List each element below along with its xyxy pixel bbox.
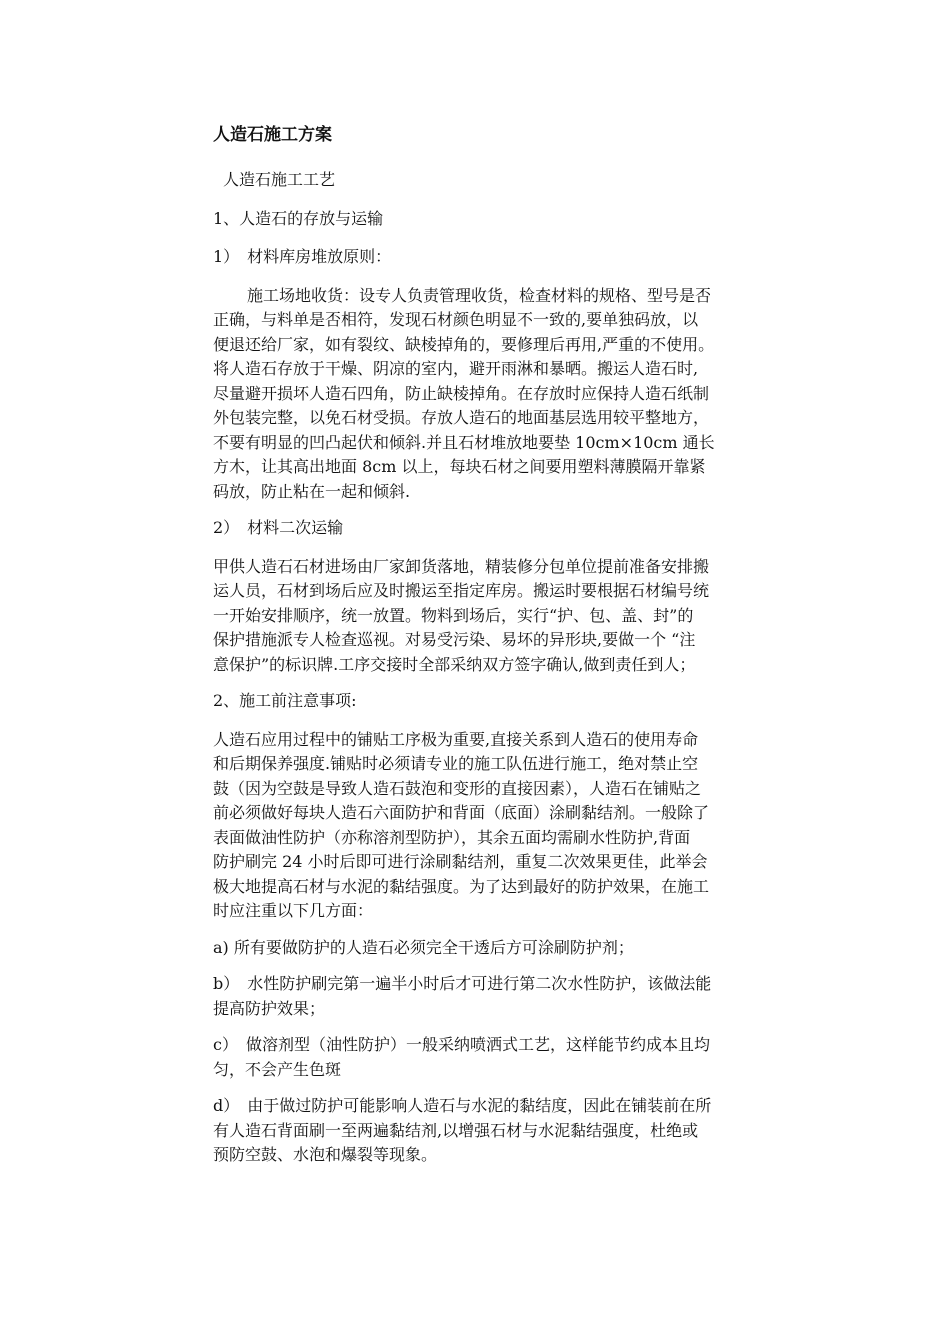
paragraph-line: 一开始安排顺序，统一放置。物料到场后，实行“护、包、盖、封”的 — [213, 605, 694, 625]
paragraph-line: 提高防护效果； — [213, 998, 326, 1018]
paragraph-line: 人造石应用过程中的铺贴工序极为重要,直接关系到人造石的使用寿命 — [213, 729, 699, 749]
paragraph-line: 意保护”的标识牌.工序交接时全部采纳双方签字确认,做到责任到人； — [213, 654, 696, 674]
paragraph-line: 表面做油性防护（亦称溶剂型防护），其余五面均需刷水性防护,背面 — [213, 827, 691, 847]
paragraph-line: 尽量避开损坏人造石四角，防止缺棱掉角。在存放时应保持人造石纸制 — [213, 383, 710, 403]
list-item-c — [213, 1033, 813, 1082]
paragraph-line: 便退还给厂家，如有裂纹、缺棱掉角的，要修理后再用,严重的不使用。 — [213, 334, 715, 354]
paragraph-line: 防护刷完 24 小时后即可进行涂刷黏结剂，重复二次效果更佳，此举会 — [213, 852, 708, 871]
paragraph-line: d） 由于做过防护可能影响人造石与水泥的黏结度，因此在铺装前在所 — [213, 1096, 712, 1115]
subsection1-paragraph — [213, 284, 813, 505]
paragraph-line: 匀，不会产生色斑 — [213, 1059, 342, 1079]
subsection2-paragraph — [213, 555, 813, 678]
paragraph-line: 不要有明显的凹凸起伏和倾斜.并且石材堆放地要垫 10cm×10cm 通长 — [213, 432, 715, 452]
paragraph-line: 有人造石背面刷一至两遍黏结剂,以增强石材与水泥黏结强度，杜绝或 — [213, 1120, 699, 1140]
paragraph-line: 预防空鼓、水泡和爆裂等现象。 — [213, 1145, 438, 1164]
paragraph-line: 和后期保养强度.铺贴时必须请专业的施工队伍进行施工，绝对禁止空 — [213, 754, 699, 773]
section1-heading: 1、人造石的存放与运输 — [213, 208, 384, 228]
paragraph-line: 前必须做好每块人造石六面防护和背面（底面）涂刷黏结剂。一般除了 — [213, 803, 710, 822]
paragraph-line: 鼓（因为空鼓是导致人造石鼓泡和变形的直接因素），人造石在铺贴之 — [213, 778, 702, 798]
paragraph-line: 外包装完整，以免石材受损。存放人造石的地面基层选用较平整地方， — [213, 408, 710, 427]
section2-paragraph — [213, 728, 813, 924]
paragraph-line: 码放，防止粘在一起和倾斜. — [213, 481, 411, 501]
list-item-a — [213, 936, 813, 961]
paragraph-line: 运人员，石材到场后应及时搬运至指定库房。搬运时要根据石材编号统 — [213, 581, 710, 600]
paragraph-line: 时应注重以下几方面： — [213, 901, 374, 920]
paragraph-line: 方木，让其高出地面 8cm 以上，每块石材之间要用塑料薄膜隔开靠紧 — [213, 457, 706, 476]
paragraph-line: 甲供人造石石材进场由厂家卸货落地，精装修分包单位提前准备安排搬 — [213, 556, 710, 576]
document-title: 人造石施工方案 — [213, 125, 332, 145]
subsection1-heading: 1） 材料库房堆放原则： — [213, 247, 392, 266]
paragraph-line: 将人造石存放于干燥、阴凉的室内，避开雨淋和暴晒。搬运人造石时, — [213, 359, 699, 378]
paragraph-line: 极大地提高石材与水泥的黏结强度。为了达到最好的防护效果，在施工 — [213, 876, 710, 896]
document-body — [213, 122, 813, 1180]
subsection2-heading: 2） 材料二次运输 — [213, 518, 344, 537]
paragraph-line: c） 做溶剂型（油性防护）一般采纳喷洒式工艺，这样能节约成本且均 — [213, 1035, 710, 1054]
paragraph-line: 正确，与料单是否相符，发现石材颜色明显不一致的,要单独码放，以 — [213, 310, 699, 329]
paragraph-line: 保护措施派专人检查巡视。对易受污染、易坏的异形块,要做一个 “注 — [213, 630, 696, 649]
document-subtitle: 人造石施工工艺 — [223, 170, 336, 189]
list-item-b — [213, 972, 813, 1021]
paragraph-line: a) 所有要做防护的人造石必须完全干透后方可涂刷防护剂； — [213, 937, 634, 957]
list-item-d — [213, 1094, 813, 1168]
section2-heading: 2、施工前注意事项: — [213, 691, 357, 710]
paragraph-line: b） 水性防护刷完第一遍半小时后才可进行第二次水性防护，该做法能 — [213, 974, 712, 993]
paragraph-line: 施工场地收货：设专人负责管理收货，检查材料的规格、型号是否 — [247, 285, 712, 305]
